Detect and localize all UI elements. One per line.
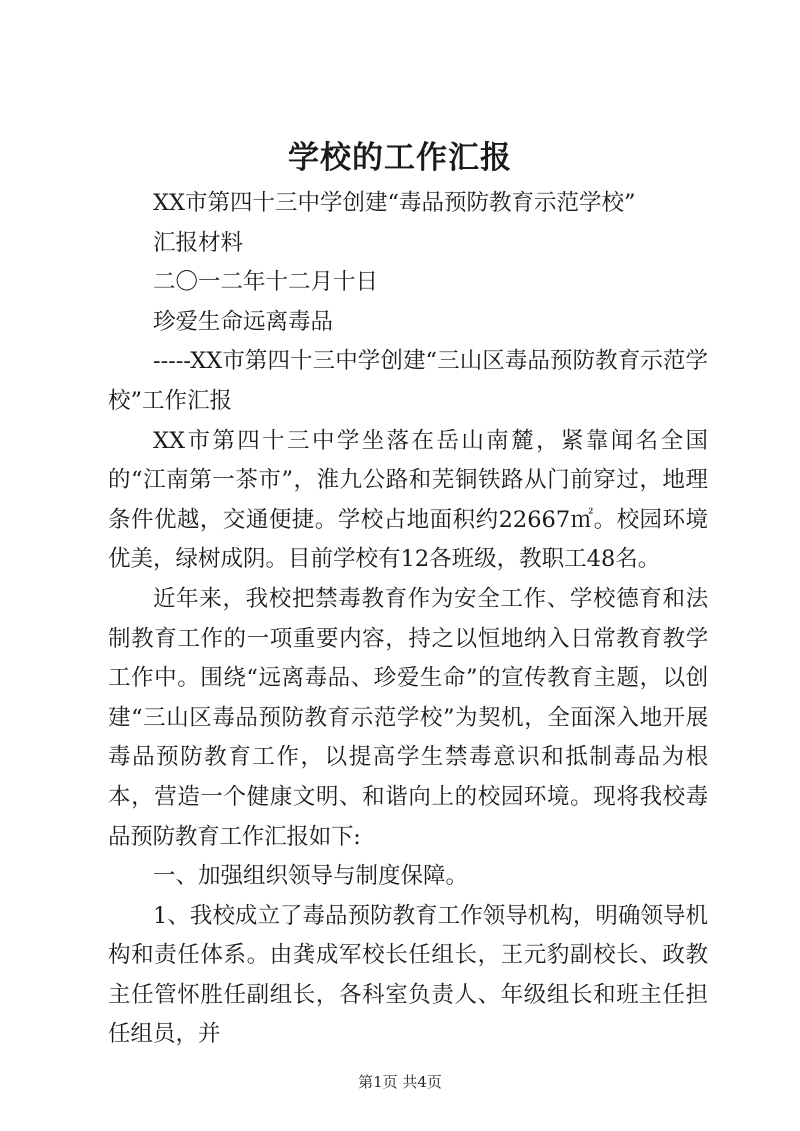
paragraph-recent-years: 近年来，我校把禁毒教育作为安全工作、学校德育和法制教育工作的一项重要内容，持之以恒地纳入日常教育教学工作中。围绕“远离毒品、珍爱生命”的宣传教育主题，以创建“三山区毒品预防教育示范学校”为契机，全面深入地开展毒品预防教育工作，以提高学生禁毒意识和抵制毒品为根本，营造一个健康文明、和谐向上的校园环境。现将我校毒品预防教育工作汇报如下:: [108, 585, 708, 850]
paragraph-school-intro: XX市第四十三中学坐落在岳山南麓，紧靠闻名全国的“江南第一茶市”，淮九公路和芜铜铁路从门前穿过，地理条件优越，交通便捷。学校占地面积约22667㎡。校园环境优美，绿树成阴。目前学校有12各班级，教职工48名。: [108, 427, 708, 573]
paragraph-school-heading: XX市第四十三中学创建“毒品预防教育示范学校”: [153, 190, 636, 216]
paragraph-section-one: 一、加强组织领导与制度保障。: [153, 863, 469, 890]
paragraph-date: 二〇一二年十二月十日: [153, 269, 379, 296]
paragraph-subtitle: -----XX市第四十三中学创建“三山区毒品预防教育示范学校”工作汇报: [108, 348, 708, 414]
document-title: 学校的工作汇报: [288, 140, 512, 176]
document-body: [108, 184, 708, 1055]
paragraph-slogan: 珍爱生命远离毒品: [153, 308, 334, 335]
paragraph-report-material: 汇报材料: [153, 229, 244, 256]
paragraph-item-one: 1、我校成立了毒品预防教育工作领导机构，明确领导机构和责任体系。由龚成军校长任组长，王元豹副校长、政教主任管怀胜任副组长，各科室负责人、年级组长和班主任担任组员，并: [108, 902, 708, 1048]
page-footer: 第1页 共4页: [358, 1073, 442, 1091]
